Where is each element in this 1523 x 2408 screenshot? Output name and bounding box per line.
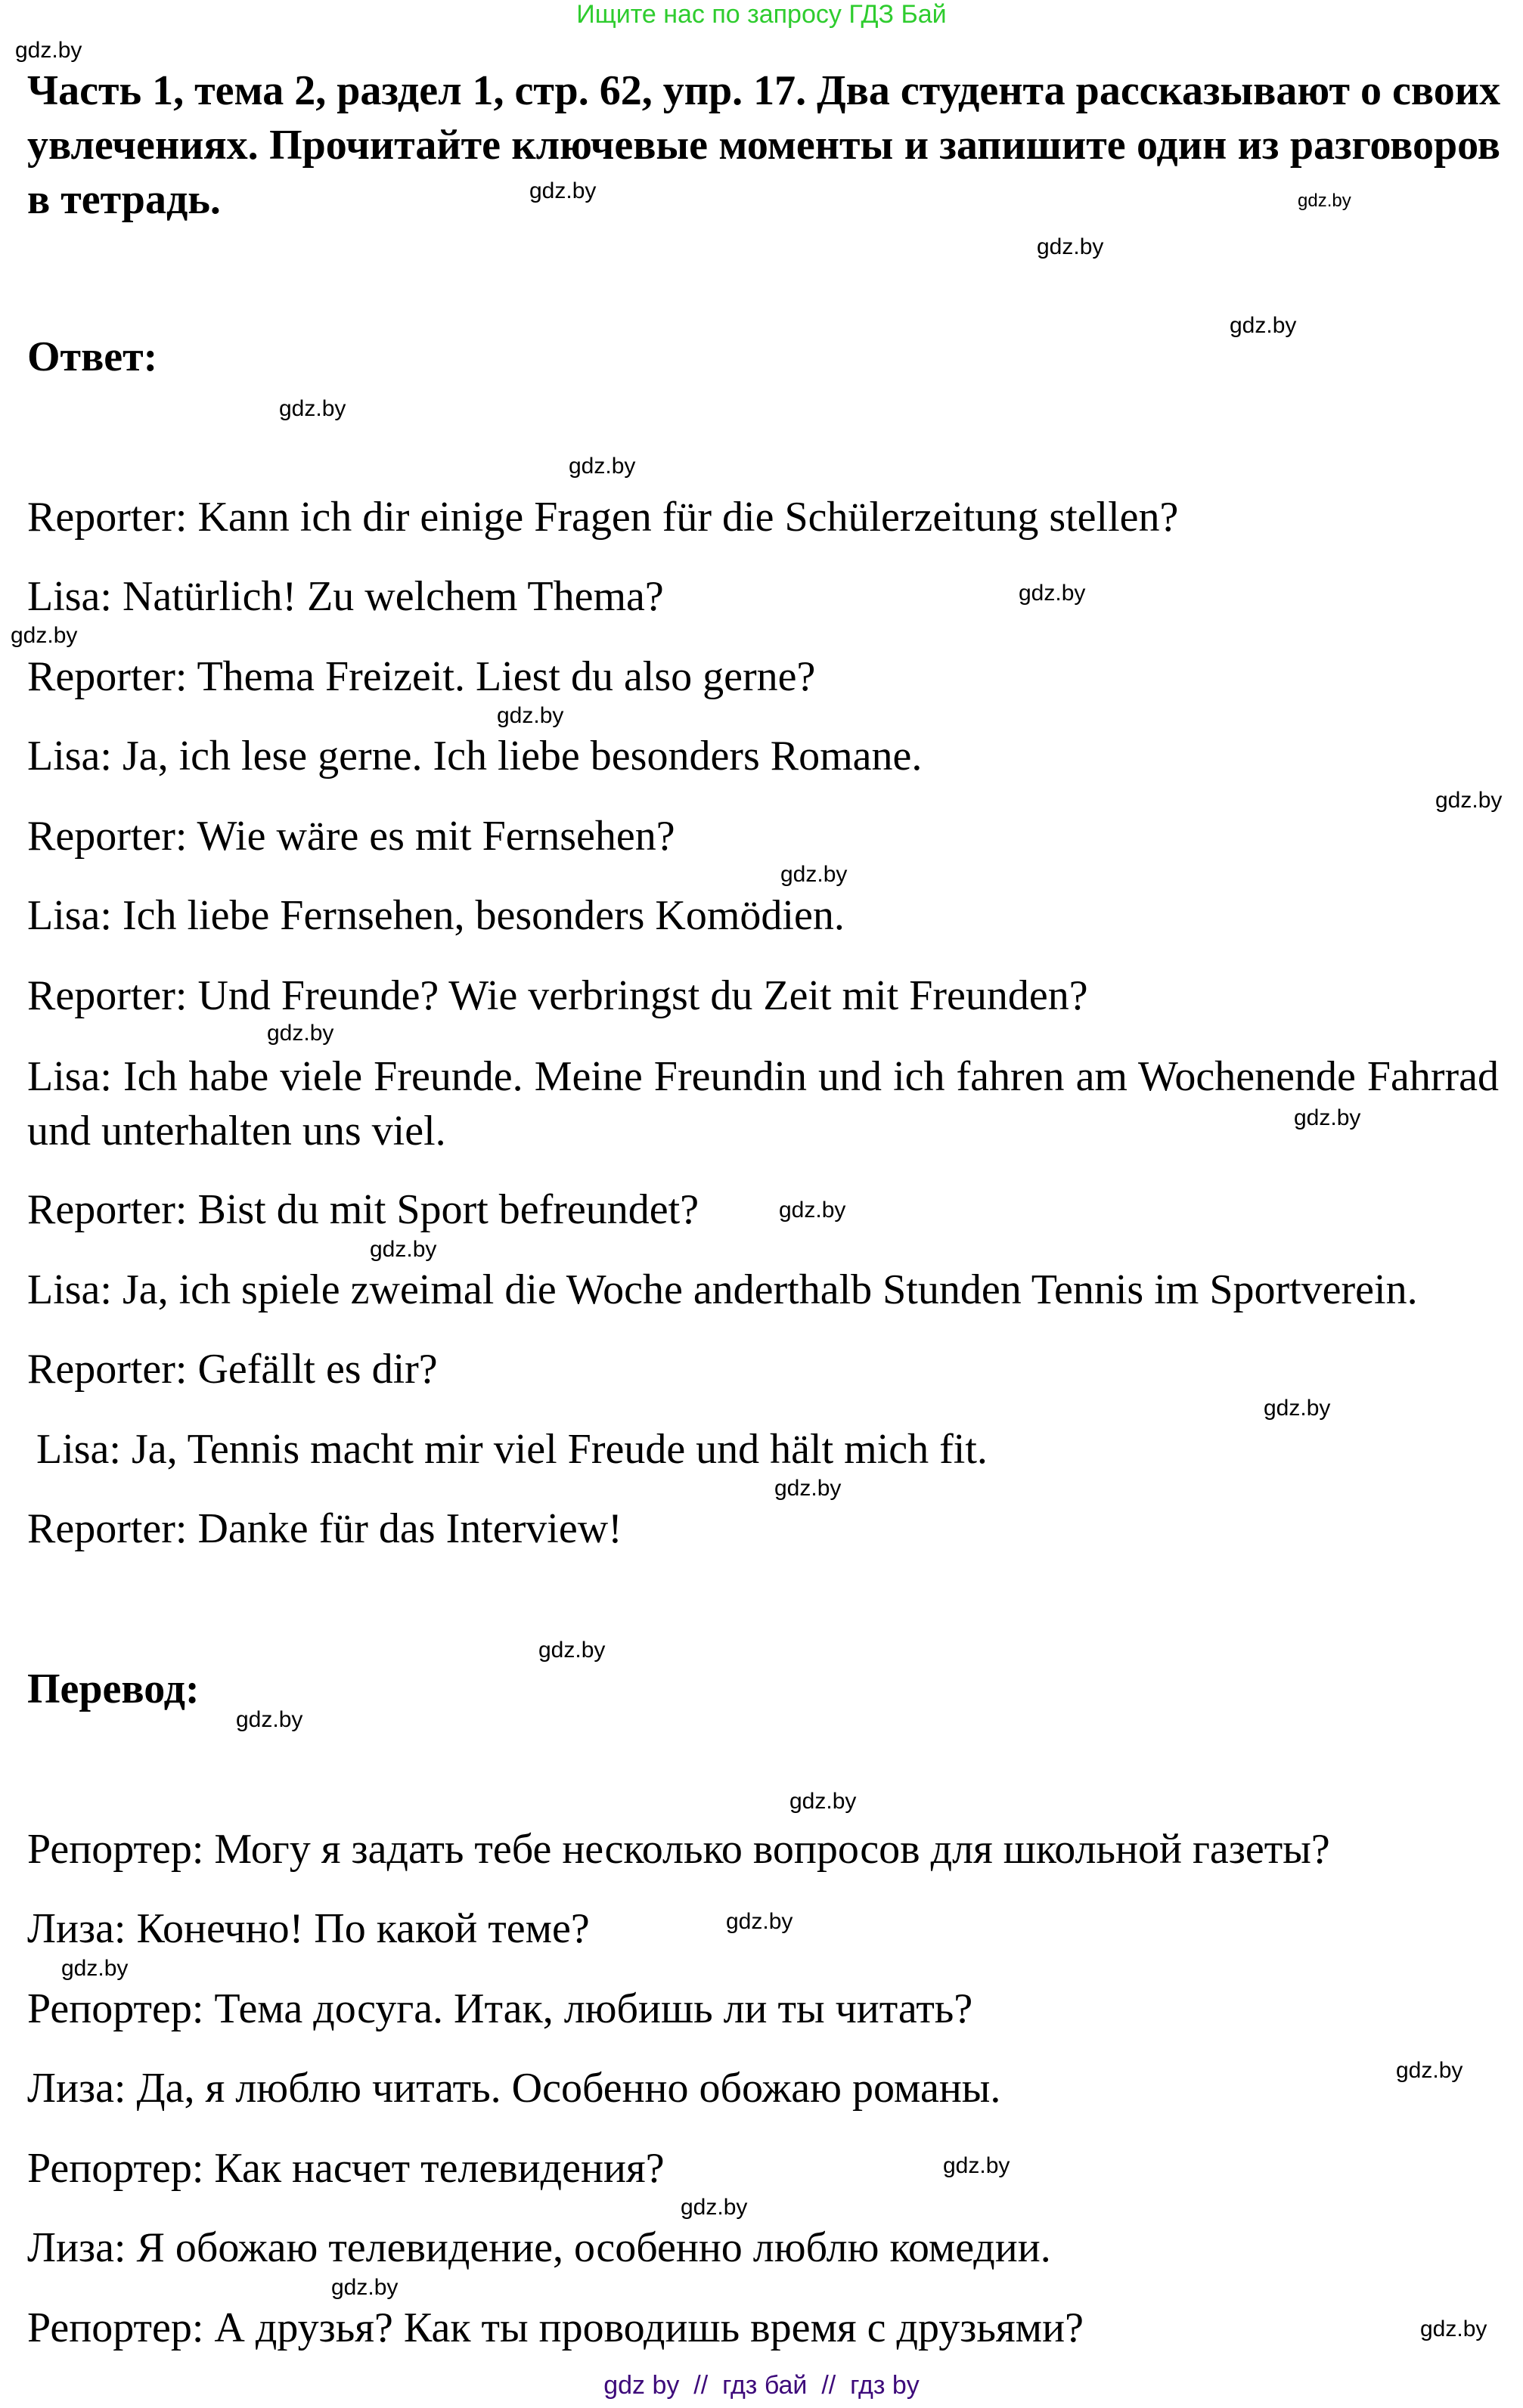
watermark: gdz.by [331, 2275, 399, 2300]
translation-label: Перевод: [27, 1666, 200, 1712]
translation-line: Лиза: Конечно! По какой теме? [27, 1905, 590, 1952]
watermark: gdz.by [538, 1638, 606, 1663]
translation-line: Репортер: А друзья? Как ты проводишь время с друзьями? [27, 2304, 1084, 2351]
translation-line: Репортер: Могу я задать тебе несколько вопросов для школьной газеты? [27, 1826, 1330, 1873]
watermark: gdz.by [497, 703, 564, 728]
watermark: gdz.by [1294, 1105, 1361, 1130]
watermark: gdz.by [1435, 788, 1503, 813]
dialog-line: Lisa: Ich habe viele Freunde. Meine Freundin und ich fahren am Wochenende Fahrrad und unterhalten uns viel. [27, 1053, 1499, 1154]
dialog-line: Reporter: Wie wäre es mit Fernsehen? [27, 813, 675, 860]
watermark: gdz.by [267, 1021, 334, 1046]
watermark: gdz.by [11, 623, 78, 648]
watermark: gdz.by [789, 1789, 857, 1814]
watermark: gdz.by [1037, 234, 1104, 259]
watermark: gdz.by [1230, 313, 1297, 338]
translation-line: Лиза: Да, я люблю читать. Особенно обожаю романы. [27, 2065, 1001, 2112]
watermark: gdz.by [1264, 1396, 1331, 1421]
watermark: gdz.by [279, 396, 346, 421]
watermark: gdz.by [1420, 2317, 1487, 2341]
watermark: gdz.by [1396, 2058, 1463, 2083]
dialog-line: Lisa: Ja, ich lese gerne. Ich liebe besonders Romane. [27, 733, 923, 779]
watermark: gdz.by [15, 38, 82, 63]
dialog-line: Reporter: Bist du mit Sport befreundet? [27, 1186, 699, 1233]
watermark: gdz.by [1019, 581, 1086, 606]
watermark: gdz.by [1298, 191, 1351, 211]
translation-line: Репортер: Тема досуга. Итак, любишь ли ты читать? [27, 1985, 973, 2032]
dialog-line: Lisa: Ich liebe Fernsehen, besonders Komödien. [27, 892, 845, 939]
answer-label: Ответ: [27, 333, 158, 380]
dialog-line: Lisa: Ja, ich spiele zweimal die Woche anderthalb Stunden Tennis im Sportverein. [27, 1266, 1418, 1313]
search-banner: Ищите нас по запросу ГДЗ Бай [576, 0, 947, 29]
watermark: gdz.by [943, 2153, 1010, 2178]
dialog-line: Lisa: Natürlich! Zu welchem Thema? [27, 573, 664, 620]
watermark: gdz.by [569, 454, 636, 479]
watermark: gdz.by [236, 1707, 303, 1732]
watermark: gdz.by [61, 1956, 129, 1981]
watermark: gdz.by [774, 1476, 842, 1501]
dialog-line: Reporter: Danke für das Interview! [27, 1505, 622, 1552]
watermark: gdz.by [529, 178, 597, 203]
dialog-line: Reporter: Kann ich dir einige Fragen für die Schülerzeitung stellen? [27, 494, 1179, 541]
footer-links[interactable]: gdz by // гдз бай // гдз by [603, 2371, 920, 2400]
translation-line: Лиза: Я обожаю телевидение, особенно люблю комедии. [27, 2224, 1051, 2271]
dialog-line: Reporter: Und Freunde? Wie verbringst du Zeit mit Freunden? [27, 972, 1088, 1019]
watermark: gdz.by [370, 1237, 437, 1262]
exercise-heading: Часть 1, тема 2, раздел 1, стр. 62, упр. 17. Два студента рассказывают о своих увлечениях. Прочитайте ключевые моменты и запишите один из разговоров в тетрадь. [27, 67, 1500, 223]
watermark: gdz.by [779, 1198, 846, 1223]
watermark: gdz.by [726, 1909, 793, 1934]
watermark: gdz.by [780, 862, 848, 887]
dialog-line: Reporter: Gefällt es dir? [27, 1346, 438, 1393]
dialog-line: Lisa: Ja, Tennis macht mir viel Freude und hält mich fit. [36, 1426, 988, 1473]
dialog-line: Reporter: Thema Freizeit. Liest du also gerne? [27, 653, 816, 700]
watermark: gdz.by [681, 2195, 748, 2220]
translation-line: Репортер: Как насчет телевидения? [27, 2145, 665, 2192]
